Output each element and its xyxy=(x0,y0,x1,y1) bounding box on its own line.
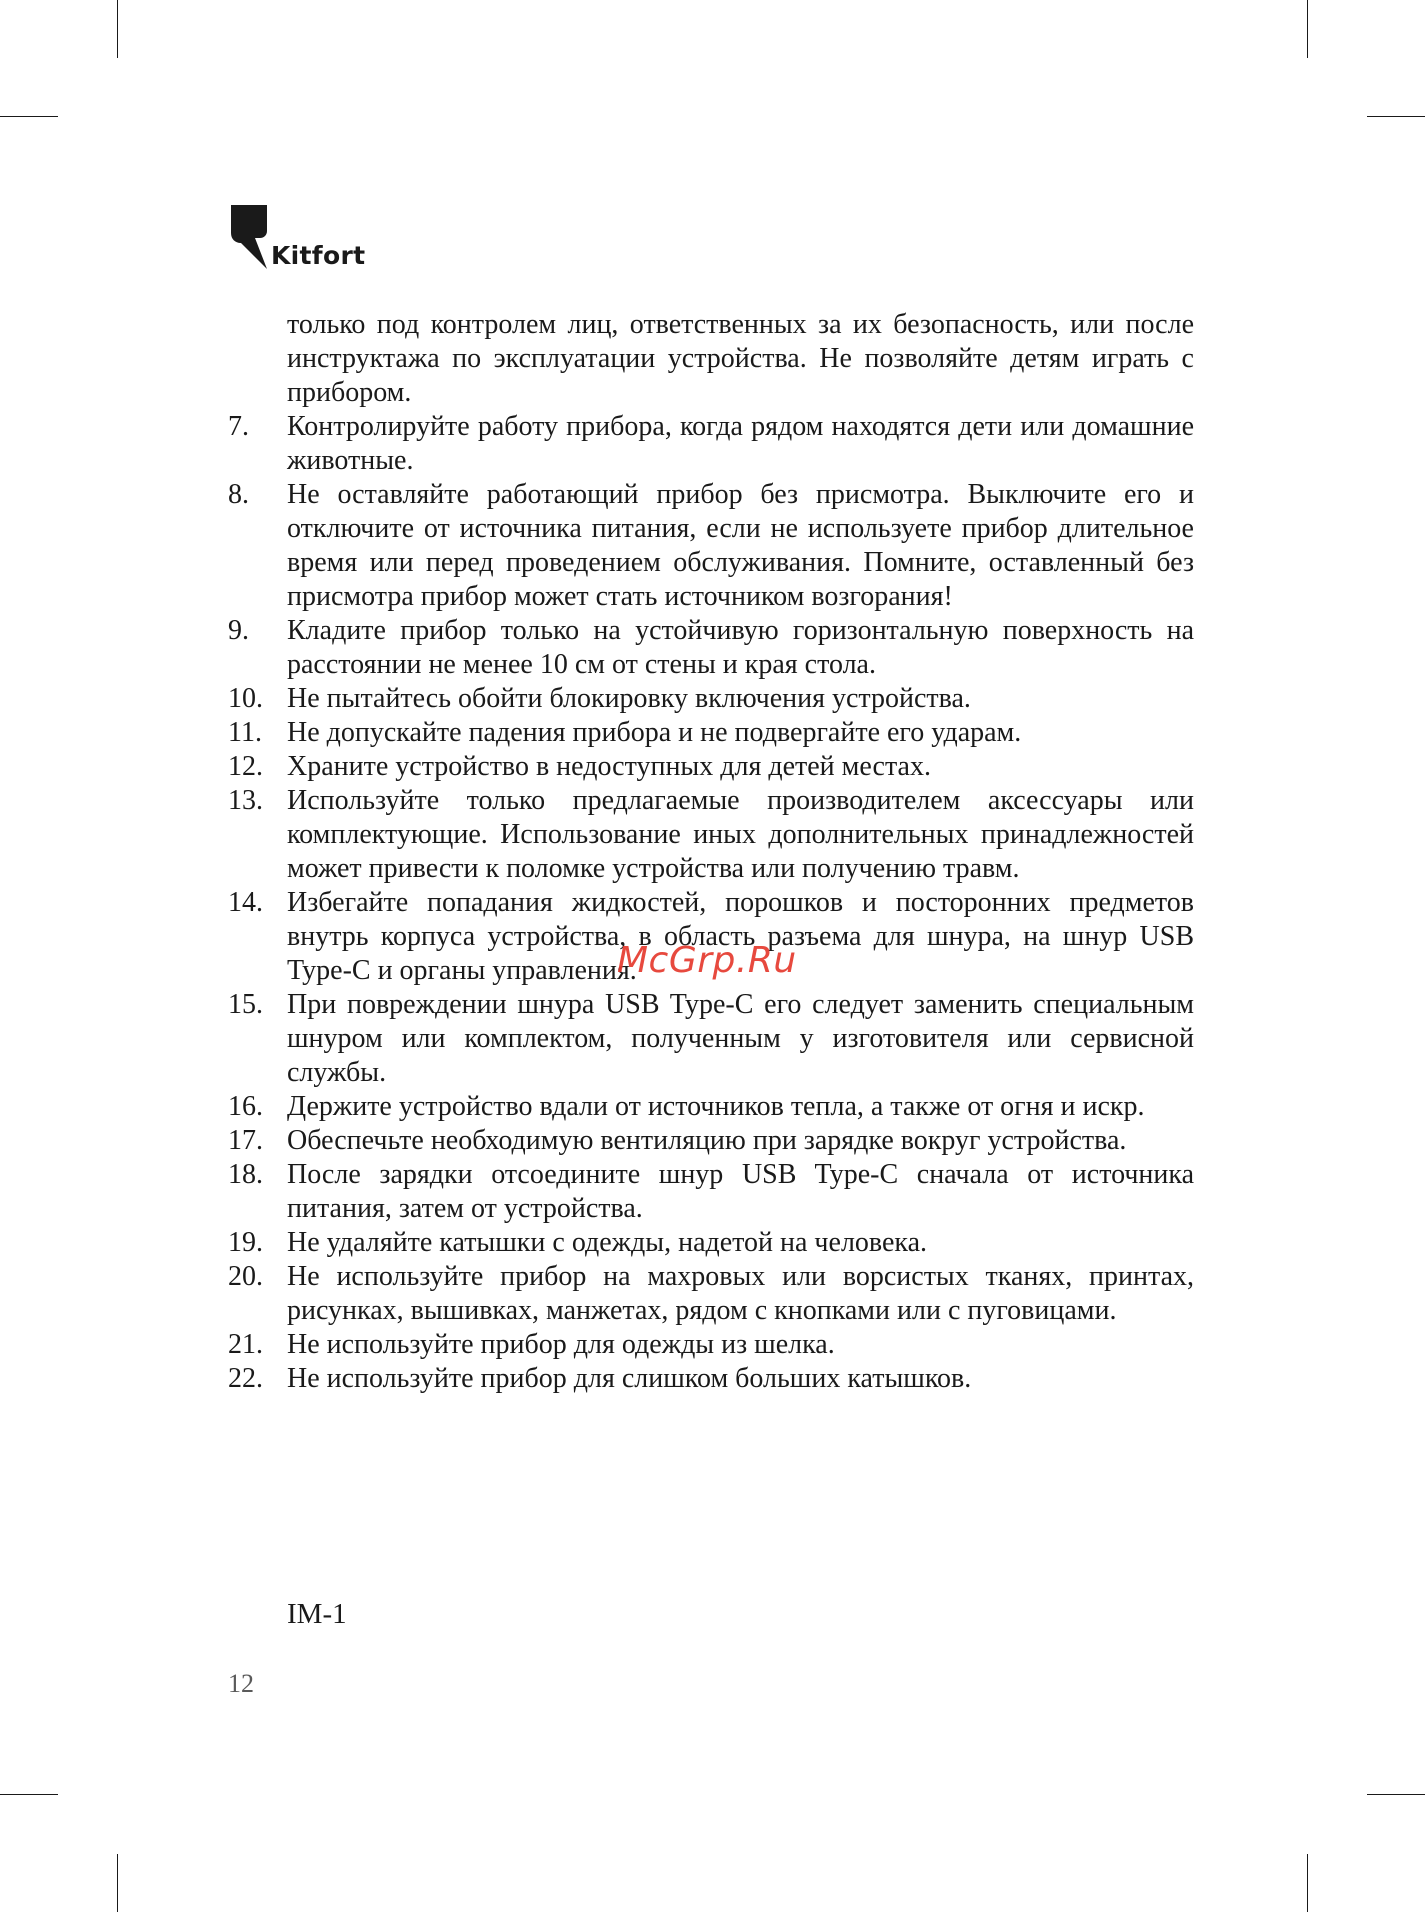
crop-mark xyxy=(1367,116,1425,117)
crop-mark xyxy=(1307,0,1308,58)
watermark: McGrp.Ru xyxy=(617,940,797,981)
list-item-text: Храните устройство в недоступных для детей местах. xyxy=(287,751,931,782)
kitfort-logo-mark-icon xyxy=(231,205,271,271)
list-item-number: 10. xyxy=(228,683,263,714)
list-item xyxy=(228,1158,1194,1226)
page-number: 12 xyxy=(228,1669,254,1698)
list-item-number: 13. xyxy=(228,785,263,816)
list-item-number: 17. xyxy=(228,1125,263,1156)
list-item-text: Не пытайтесь обойти блокировку включения устройства. xyxy=(287,683,971,714)
list-item-number: 11. xyxy=(228,717,262,748)
list-item-number: 14. xyxy=(228,887,263,918)
list-item xyxy=(228,1328,1194,1362)
list-item xyxy=(228,988,1194,1090)
list-item xyxy=(228,784,1194,886)
list-item xyxy=(228,410,1194,478)
list-item xyxy=(228,682,1194,716)
brand-name: Kitfort xyxy=(271,241,366,270)
list-item-number: 16. xyxy=(228,1091,263,1122)
list-item-number: 19. xyxy=(228,1227,263,1258)
list-item-text: Не используйте прибор для одежды из шелка. xyxy=(287,1329,835,1360)
list-item-number: 9. xyxy=(228,615,249,646)
list-item xyxy=(228,1090,1194,1124)
list-item xyxy=(228,478,1194,614)
list-item xyxy=(228,716,1194,750)
brand-logo xyxy=(231,205,371,275)
list-item-text: После зарядки отсоедините шнур USB Type-C сначала от источника питания, затем от устройства. xyxy=(287,1159,1194,1224)
list-item xyxy=(228,614,1194,682)
crop-mark xyxy=(117,1854,118,1912)
list-item-text: Не удаляйте катышки с одежды, надетой на человека. xyxy=(287,1227,928,1258)
list-item-text: Контролируйте работу прибора, когда рядом находятся дети или домашние животные. xyxy=(287,411,1194,476)
instructions-body xyxy=(228,308,1194,1396)
model-code: IM-1 xyxy=(287,1598,347,1630)
crop-mark xyxy=(1307,1854,1308,1912)
list-item xyxy=(228,1260,1194,1328)
list-item-text: Не используйте прибор для слишком больших катышков. xyxy=(287,1363,972,1394)
crop-mark xyxy=(117,0,118,58)
crop-mark xyxy=(0,116,58,117)
list-item-text: Не используйте прибор на махровых или ворсистых тканях, принтах, рисунках, вышивках, манжетах, рядом с кнопками или с пуговицами. xyxy=(287,1261,1194,1326)
list-item-text: Используйте только предлагаемые производителем аксессуары или комплектующие. Использование иных дополнительных принадлежностей может привести к поломке устройства или получению травм. xyxy=(287,785,1194,884)
intro-paragraph: только под контролем лиц, ответственных за их безопасность, или после инструктажа по эксплуатации устройства. Не позволяйте детям играть с прибором. xyxy=(287,309,1194,408)
crop-mark xyxy=(1367,1794,1425,1795)
list-item xyxy=(228,750,1194,784)
safety-list xyxy=(228,410,1194,1396)
list-item-number: 8. xyxy=(228,479,249,510)
list-item-text: Не допускайте падения прибора и не подвергайте его ударам. xyxy=(287,717,1022,748)
list-item-text: Избегайте попадания жидкостей, порошков и посторонних предметов внутрь корпуса устройства, в область разъема для шнура, на шнур USB Type-C и органы управления. xyxy=(287,887,1194,986)
list-item-number: 22. xyxy=(228,1363,263,1394)
list-item-text: Обеспечьте необходимую вентиляцию при зарядке вокруг устройства. xyxy=(287,1125,1127,1156)
list-item xyxy=(228,1124,1194,1158)
list-item-text: При повреждении шнура USB Type-C его следует заменить специальным шнуром или комплектом, полученным у изготовителя или сервисной службы. xyxy=(287,989,1194,1088)
list-item-number: 7. xyxy=(228,411,249,442)
crop-mark xyxy=(0,1794,58,1795)
list-item-text: Не оставляйте работающий прибор без присмотра. Выключите его и отключите от источника питания, если не используете прибор длительное время или перед проведением обслуживания. Помните, оставленный без присмотра прибор может стать источником возгорания! xyxy=(287,479,1194,612)
list-item-number: 12. xyxy=(228,751,263,782)
list-item xyxy=(228,1362,1194,1396)
list-item-text: Держите устройство вдали от источников тепла, а также от огня и искр. xyxy=(287,1091,1145,1122)
list-item-text: Кладите прибор только на устойчивую горизонтальную поверхность на расстоянии не менее 10 см от стены и края стола. xyxy=(287,615,1194,680)
list-item-number: 20. xyxy=(228,1261,263,1292)
list-item-number: 15. xyxy=(228,989,263,1020)
list-item xyxy=(228,1226,1194,1260)
list-item-number: 18. xyxy=(228,1159,263,1190)
list-item-number: 21. xyxy=(228,1329,263,1360)
